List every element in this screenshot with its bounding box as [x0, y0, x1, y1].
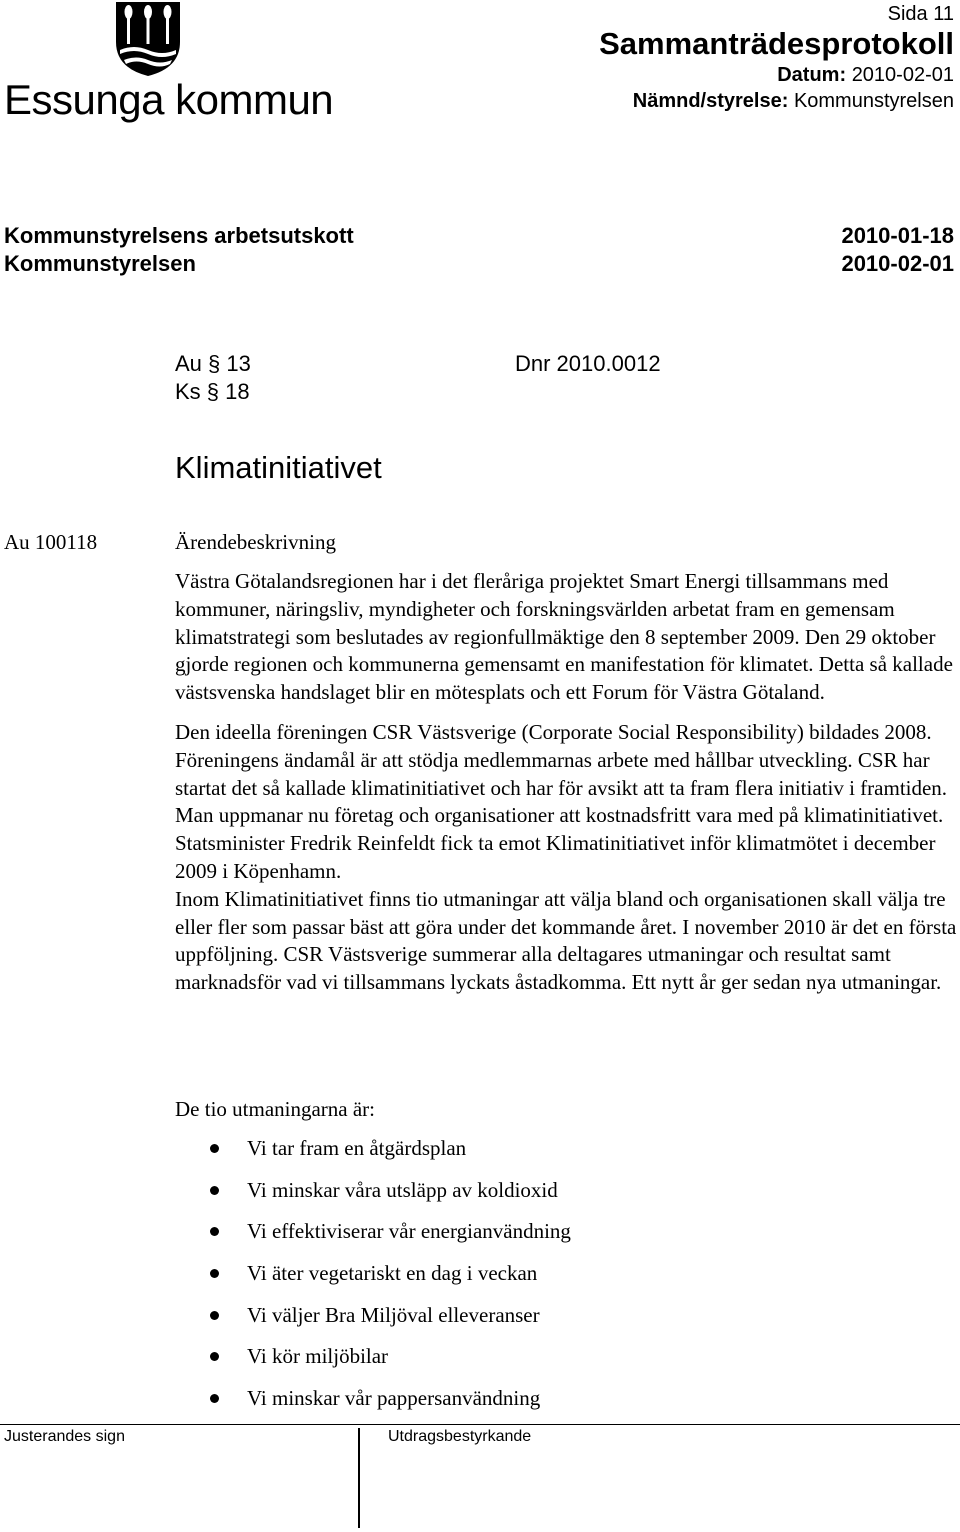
- meeting-name: Kommunstyrelsens arbetsutskott: [4, 223, 354, 248]
- paragraph: Inom Klimatinitiativet finns tio utmaningar att välja bland och organisationen skall välja tre eller fler som passar bäst att göra under det kommande året. I november 2010 är det en första uppföljning. CSR Västsverige summerar alla deltagares utmaningar och resultat samt marknadsför vad vi tillsammans lyckats åstadkomma. Ett nytt år ger sedan nya utmaningar.: [175, 886, 957, 995]
- ks-paragraph-ref: Ks § 18: [175, 379, 250, 404]
- list-item-text: Vi tar fram en åtgärdsplan: [247, 1136, 467, 1160]
- logo-wordmark: Essunga kommun: [4, 76, 334, 123]
- list-item: [175, 1342, 875, 1384]
- footer-divider: [0, 1424, 960, 1425]
- paragraph: Västra Götalandsregionen har i det fleråriga projektet Smart Energi tillsammans med kommuner, näringsliv, myndigheter och forskningsvärlden arbetat fram en gemensam klimatstrategi som beslutades av regionfullmäktige den 8 september 2009. Den 29 oktober gjorde regionen och kommunerna gemensamt en manifestation för klimatet. Detta så kallade västsvenska handslaget blir en mötesplats och ett Forum för Västra Götaland.: [175, 569, 953, 705]
- list-item: [175, 1134, 875, 1176]
- footer-column-divider: [358, 1428, 360, 1528]
- list-intro: De tio utmaningarna är:: [175, 1097, 376, 1121]
- list-item-text: Vi effektiviserar vår energianvändning: [247, 1219, 571, 1244]
- paragraph: Statsminister Fredrik Reinfeldt fick ta emot Klimatinitiativet inför klimatmötet i december 2009 i Köpenhamn.: [175, 831, 936, 883]
- footer-extract-label: Utdragsbestyrkande: [388, 1428, 532, 1445]
- document-title: Sammanträdesprotokoll: [599, 26, 954, 61]
- bullet-icon: [210, 1186, 219, 1195]
- list-item-text: Vi äter vegetariskt en dag i veckan: [247, 1261, 538, 1286]
- meeting-date: 2010-01-18: [841, 223, 954, 248]
- bullet-icon: [210, 1352, 219, 1361]
- bullet-icon: [210, 1144, 219, 1153]
- list-item-text: Vi väljer Bra Miljöval elleveranser: [247, 1302, 540, 1327]
- list-item: [175, 1176, 875, 1218]
- meeting-name: Kommunstyrelsen: [4, 251, 196, 276]
- date-value: 2010-02-01: [851, 64, 954, 86]
- list-item-text: Vi minskar vår pappersanvändning: [247, 1386, 541, 1411]
- list-item: [175, 1217, 875, 1259]
- side-label: Au 100118: [4, 530, 98, 554]
- bullet-icon: [210, 1394, 219, 1403]
- meeting-date: 2010-02-01: [841, 251, 954, 276]
- page-number: Sida 11: [887, 3, 954, 25]
- list-item-text: Vi minskar våra utsläpp av koldioxid: [247, 1177, 558, 1202]
- challenge-list: [175, 1134, 875, 1426]
- list-item: [175, 1301, 875, 1343]
- board-line: [633, 89, 954, 113]
- bullet-icon: [210, 1227, 219, 1236]
- body-text: [175, 568, 960, 997]
- au-paragraph-ref: Au § 13: [175, 351, 251, 376]
- meeting-row: [4, 222, 954, 250]
- meeting-row: [4, 250, 954, 278]
- section-title: Klimatinitiativet: [175, 450, 382, 485]
- list-item-text: Vi kör miljöbilar: [247, 1344, 389, 1369]
- list-item: [175, 1259, 875, 1301]
- board-value: Kommunstyrelsen: [793, 90, 954, 112]
- bullet-icon: [210, 1311, 219, 1320]
- footer-sign-label: Justerandes sign: [4, 1428, 125, 1445]
- paragraph: Den ideella föreningen CSR Västsverige (Corporate Social Responsibility) bildades 2008. Föreningens ändamål är att stödja medlemmarnas arbete med hållbar utveckling. CSR har startat det så kallade klimatinitiativet och har för avsikt att ta fram flera initiativ i framtiden. Man uppmanar nu företag och organisationer att kostnadsfritt vara med på klimatinitiativet.: [175, 719, 948, 828]
- coat-of-arms-icon: [0, 0, 300, 80]
- date-line: [777, 63, 954, 87]
- subheading: Ärendebeskrivning: [175, 530, 336, 554]
- board-label: Nämnd/styrelse:: [632, 90, 789, 112]
- bullet-icon: [210, 1269, 219, 1278]
- date-label: Datum:: [777, 64, 847, 86]
- list-item: [175, 1384, 875, 1426]
- dnr-ref: Dnr 2010.0012: [515, 351, 661, 376]
